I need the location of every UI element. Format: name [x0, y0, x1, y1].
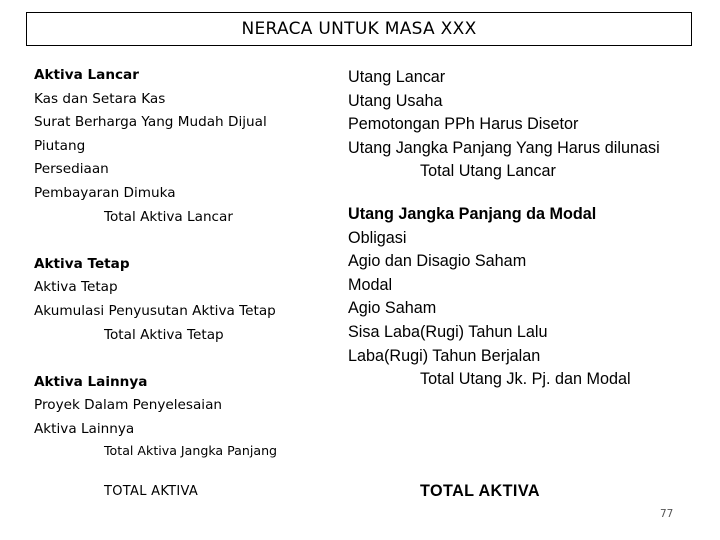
section-heading-fixed-assets: Aktiva Tetap [34, 255, 130, 272]
list-item: Laba(Rugi) Tahun Berjalan [348, 346, 541, 365]
total-long-term-and-equity: Total Utang Jk. Pj. dan Modal [420, 370, 631, 389]
list-item: Piutang [34, 137, 86, 154]
list-item: Aktiva Lainnya [34, 420, 135, 437]
page-number: 77 [660, 508, 674, 520]
grand-total-assets-right: TOTAL AKTIVA [420, 482, 540, 500]
liabilities-column [348, 66, 718, 392]
grand-total-assets-left: TOTAL AKTIVA [104, 484, 199, 499]
section-heading-current-liabilities: Utang Lancar [348, 68, 446, 86]
spacer [348, 184, 718, 203]
spacer [34, 229, 334, 253]
assets-column [34, 64, 334, 442]
list-item: Aktiva Tetap [34, 279, 118, 296]
list-item: Pembayaran Dimuka [34, 184, 176, 201]
spacer [34, 347, 334, 371]
total-fixed-assets: Total Aktiva Tetap [104, 326, 224, 343]
section-heading-current-assets: Aktiva Lancar [34, 67, 139, 83]
section-heading-other-assets: Aktiva Lainnya [34, 373, 148, 390]
total-long-term-assets: Total Aktiva Jangka Panjang [104, 443, 278, 458]
list-item: Utang Usaha [348, 91, 443, 110]
list-item: Pemotongan PPh Harus Disetor [348, 115, 579, 134]
list-item: Agio dan Disagio Saham [348, 252, 527, 271]
list-item: Persediaan [34, 161, 109, 178]
list-item: Proyek Dalam Penyelesaian [34, 397, 223, 414]
list-item: Surat Berharga Yang Mudah Dijual [34, 114, 267, 131]
total-current-assets: Total Aktiva Lancar [104, 208, 233, 225]
total-current-liabilities: Total Utang Lancar [420, 162, 556, 181]
list-item: Sisa Laba(Rugi) Tahun Lalu [348, 322, 548, 341]
list-item: Akumulasi Penyusutan Aktiva Tetap [34, 302, 276, 319]
list-item: Kas dan Setara Kas [34, 90, 166, 107]
page-title: NERACA UNTUK MASA XXX [26, 12, 692, 46]
section-heading-long-term-and-equity: Utang Jangka Panjang da Modal [348, 204, 597, 223]
list-item: Modal [348, 275, 393, 294]
list-item: Obligasi [348, 228, 407, 247]
list-item: Utang Jangka Panjang Yang Harus dilunasi [348, 138, 660, 157]
list-item: Agio Saham [348, 299, 437, 318]
